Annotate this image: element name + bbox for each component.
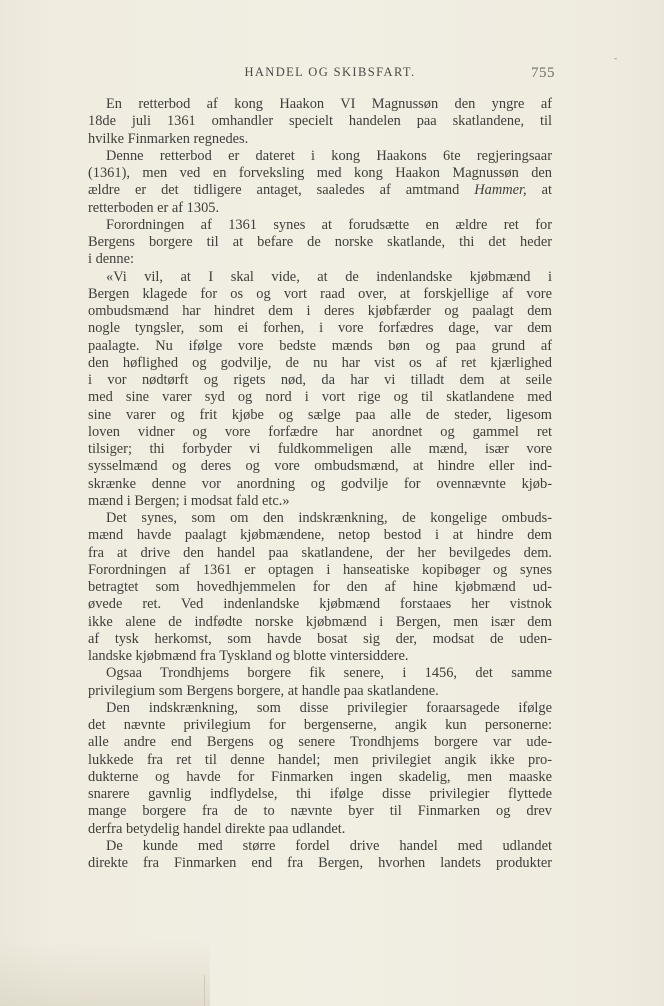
text-line bbox=[88, 320, 552, 337]
text-line-italic: Hammer, bbox=[474, 182, 527, 199]
text-line bbox=[88, 424, 552, 441]
text-line-content: ikke alene de indfødte norske kjøbmænd i Bergen, men især dem bbox=[88, 613, 552, 630]
text-line-content: direkte fra Finmarken end fra Bergen, hvorhen landets produkter bbox=[88, 855, 552, 871]
text-line bbox=[88, 493, 552, 510]
text-line-content: mænd havde paalagt kjøbmændene, netop bestod i at hindre dem bbox=[88, 527, 552, 544]
text-line-content: Det synes, som om den indskrænkning, de kongelige ombuds- bbox=[106, 510, 552, 526]
page-number: 755 bbox=[531, 65, 555, 81]
text-line bbox=[88, 372, 552, 389]
text-line-content: skrænke denne vor anordning og godvilje for ovennævnte kjøb- bbox=[88, 475, 552, 492]
text-line bbox=[88, 579, 552, 596]
text-line bbox=[88, 665, 552, 682]
text-line bbox=[88, 752, 552, 769]
text-line bbox=[88, 717, 552, 734]
text-line-content: derfra betydelig handel direkte paa udlandet. bbox=[88, 820, 346, 837]
text-line bbox=[88, 234, 552, 251]
text-line bbox=[88, 441, 552, 458]
text-line-content: sysselmænd og deres og vore ombudsmænd, at hindre eller ind- bbox=[88, 458, 552, 475]
text-line-content: (1361), men ved en forveksling med kong Haakon Magnussøn den bbox=[88, 165, 552, 181]
text-line-content: landske kjøbmænd fra Tyskland og blotte vintersiddere. bbox=[88, 648, 409, 664]
text-line bbox=[88, 165, 552, 182]
text-line-content: 18de juli 1361 omhandler specielt handelen paa skatlandene, til bbox=[88, 113, 552, 130]
text-line-content: De kunde med større fordel drive handel med udlandet bbox=[106, 837, 552, 854]
text-line-content: En retterbod af kong Haakon VI Magnussøn den yngre af bbox=[106, 96, 552, 112]
text-line-content: paalagte. Nu ifølge vore bedste mænds bøn og paa grund af bbox=[88, 337, 552, 354]
body-text bbox=[88, 96, 552, 872]
text-line-content: snarere gavnlig indflydelse, thi ifølge disse privilegier flyttede bbox=[88, 786, 552, 802]
text-line-content: ældre er det tidligere antaget, saaledes af amtmand bbox=[88, 182, 475, 199]
text-line bbox=[88, 131, 552, 148]
text-line bbox=[88, 596, 552, 613]
running-head bbox=[105, 65, 555, 83]
text-line bbox=[88, 458, 552, 475]
text-line-content: privilegium som Bergens borgere, at handle paa skatlandene. bbox=[88, 682, 439, 699]
text-line bbox=[88, 389, 552, 406]
text-line-content: Ogsaa Trondhjems borgere fik senere, i 1456, det samme bbox=[106, 665, 552, 682]
text-line bbox=[88, 631, 552, 648]
text-line-content: alle andre end Bergens og senere Trondhjems borgere var ude- bbox=[88, 734, 552, 751]
text-line-content: Bergen klagede for os og vort raad over, at forskjellige af vore bbox=[88, 285, 552, 302]
text-line bbox=[88, 407, 552, 424]
text-line-content: loven vidner og vore forfædre har anordnet og gammel ret bbox=[88, 423, 552, 440]
text-line bbox=[88, 683, 552, 700]
text-line-content: Forordningen af 1361 er optagen i hanseatiske kopibøger og synes bbox=[88, 561, 552, 578]
text-line-content: af tysk herkomst, som havde bosat sig der, modsat de uden- bbox=[88, 630, 552, 647]
text-line bbox=[88, 303, 552, 320]
text-line bbox=[88, 527, 552, 544]
page-edge-line bbox=[204, 975, 205, 1006]
text-line-content: dukterne og havde for Finmarken ingen skadelig, men maaske bbox=[88, 768, 552, 785]
text-line-content: tilsiger; thi forbyder vi fuldkommeligen alle mænd, især vore bbox=[88, 441, 552, 457]
text-line bbox=[88, 648, 552, 665]
text-line bbox=[88, 614, 552, 631]
text-line bbox=[88, 476, 552, 493]
text-line bbox=[88, 200, 552, 217]
text-line bbox=[88, 545, 552, 562]
text-line-content: det nævnte privilegium for bergenserne, angik kun personerne: bbox=[88, 717, 552, 733]
text-line-content: den høflighed og godvilje, de nu har vist os af ret kjærlighed bbox=[88, 354, 552, 371]
text-line-content: øvede ret. Ved indenlandske kjøbmænd forstaaes her vistnok bbox=[88, 596, 552, 613]
text-line bbox=[88, 510, 552, 527]
text-line-content: hvilke Finmarken regnedes. bbox=[88, 130, 249, 147]
text-line bbox=[88, 269, 552, 286]
text-line-content: fra at drive den handel paa skatlandene, der her bevilgedes dem. bbox=[88, 544, 552, 561]
text-line-content: Forordningen af 1361 synes at forudsætte en ældre ret for bbox=[106, 216, 552, 233]
text-line bbox=[88, 286, 552, 303]
text-line bbox=[88, 562, 552, 579]
text-line bbox=[88, 338, 552, 355]
corner-mark: - bbox=[614, 54, 618, 64]
text-line bbox=[88, 838, 552, 855]
text-line-content: mænd i Bergen; i modsat fald etc.» bbox=[88, 492, 290, 509]
text-line-content: ombudsmænd har hindret dem i deres kjøbfærder og paalagt dem bbox=[88, 303, 552, 319]
text-line-content: nogle tyngsler, som ei forhen, i vore forfædres dage, var dem bbox=[88, 320, 552, 337]
text-line bbox=[88, 786, 552, 803]
running-title: HANDEL OG SKIBSFART. bbox=[244, 65, 416, 79]
text-line-content: betragtet som hovedhjemmelen for den af hine kjøbmænd ud- bbox=[88, 579, 552, 595]
text-line-content: med sine varer syd og nord i vort rige og til skatlandene med bbox=[88, 389, 552, 406]
text-line bbox=[88, 251, 552, 268]
text-line-content: Denne retterbod er dateret i kong Haakons 6te regjeringsaar bbox=[106, 147, 552, 164]
text-line-after: at bbox=[526, 182, 552, 199]
text-line bbox=[88, 148, 552, 165]
text-line bbox=[88, 355, 552, 372]
text-line-content: Bergens borgere til at befare de norske skatlande, thi det heder bbox=[88, 234, 552, 250]
text-line bbox=[88, 803, 552, 820]
text-line bbox=[88, 700, 552, 717]
text-line-content: i vor nødtørft og rigets nød, da har vi tilladt dem at seile bbox=[88, 372, 552, 388]
text-line bbox=[88, 769, 552, 786]
text-line-content: i denne: bbox=[88, 251, 134, 268]
page-edge-shadow bbox=[0, 940, 210, 1006]
text-line-content: mange borgere fra de to nævnte byer til Finmarken og drev bbox=[88, 803, 552, 820]
text-line-content: «Vi vil, at I skal vide, at de indenlandske kjøbmænd i bbox=[106, 268, 552, 285]
text-line bbox=[88, 182, 552, 199]
text-line bbox=[88, 113, 552, 130]
text-line-content: Den indskrænkning, som disse privilegier foraarsagede ifølge bbox=[106, 699, 552, 716]
text-line-content: sine varer og frit kjøbe og sælge paa alle de steder, ligesom bbox=[88, 406, 552, 423]
text-line-content: lukkede fra ret til denne handel; men privilegiet angik ikke pro- bbox=[88, 751, 552, 768]
text-line bbox=[88, 855, 552, 872]
text-line bbox=[88, 96, 552, 113]
text-line bbox=[88, 734, 552, 751]
text-line-content: retterboden er af 1305. bbox=[88, 199, 220, 216]
text-line bbox=[88, 821, 552, 838]
text-line bbox=[88, 217, 552, 234]
